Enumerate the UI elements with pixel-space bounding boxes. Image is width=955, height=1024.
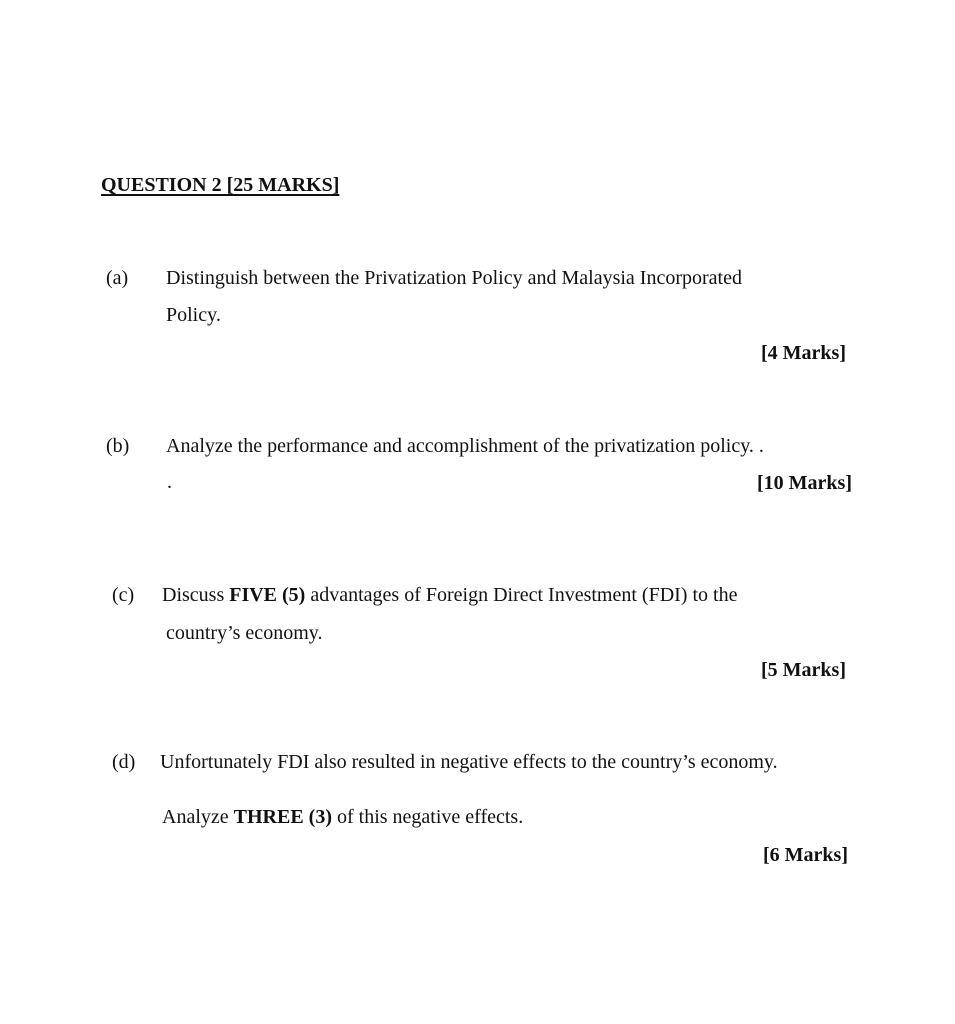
part-c-text-line2: country’s economy. [166, 622, 323, 644]
part-c-text-line1 [162, 585, 737, 605]
part-d-label: (d) [112, 751, 136, 773]
part-b-marks: [10 Marks] [757, 472, 852, 494]
part-c-text-post: advantages of Foreign Direct Investment (FDI) to the [305, 584, 738, 606]
part-b-label: (b) [106, 435, 130, 457]
part-d-text-bold: THREE (3) [233, 806, 332, 828]
part-c-text-pre: Discuss [162, 584, 230, 606]
part-c-text-bold: FIVE (5) [229, 584, 306, 606]
part-a-text-line1: Distinguish between the Privatization Policy and Malaysia Incorporated [166, 267, 742, 289]
part-d-text-pre: Analyze [162, 806, 234, 828]
part-a-text-line2: Policy. [166, 304, 221, 326]
part-b-stray-dot: . [167, 471, 172, 493]
part-a-label: (a) [106, 267, 129, 289]
part-d-marks: [6 Marks] [763, 844, 848, 866]
part-a-marks: [4 Marks] [761, 342, 846, 364]
part-d-text-post: of this negative effects. [331, 806, 524, 828]
part-d-text-line1: Unfortunately FDI also resulted in negative effects to the country’s economy. [160, 751, 778, 773]
part-d-text-line2 [162, 807, 523, 827]
part-c-marks: [5 Marks] [761, 659, 846, 681]
question-heading: QUESTION 2 [25 MARKS] [101, 174, 340, 196]
part-b-text-line1: Analyze the performance and accomplishment of the privatization policy. . [166, 435, 764, 457]
part-c-label: (c) [112, 584, 135, 606]
